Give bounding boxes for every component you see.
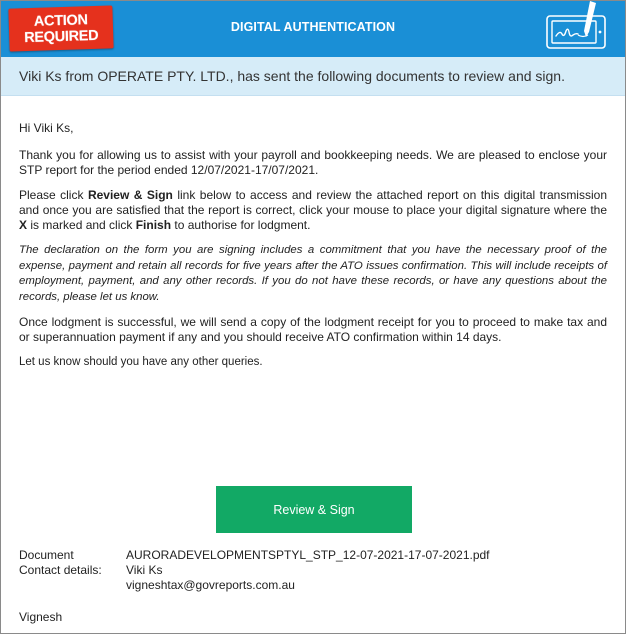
greeting: Hi Viki Ks,	[19, 121, 74, 135]
document-row	[19, 548, 490, 563]
review-and-sign-button[interactable]: Review & Sign	[216, 486, 412, 533]
contact-row	[19, 563, 490, 578]
document-details	[19, 548, 490, 593]
digital-signature-tablet-icon	[542, 1, 622, 53]
contact-email: vigneshtax@govreports.com.au	[126, 578, 295, 592]
intro-paragraph: Thank you for allowing us to assist with your payroll and bookkeeping needs. We are pleased to enclose your STP report for the period ended 12/07/2021-17/07/2021.	[19, 148, 607, 177]
instr-bold-review-sign: Review & Sign	[87, 188, 173, 202]
queries-paragraph: Let us know should you have any other queries.	[19, 356, 263, 368]
instr-text-2: link below to access and review the attached report on this digital transmission and once you are satisfied that the report is correct, click your mouse to place your digital signature where the	[19, 188, 607, 217]
instr-bold-finish: Finish	[135, 218, 172, 232]
declaration-paragraph: The declaration on the form you are signing includes a commitment that you have the necessary proof of the expense, payment and retain all records for five years after the ATO issues confirmation. This will include receipts of employment, payment, and any other records. If you do not have these records, or have any questions about the records, please let us know.	[19, 244, 607, 303]
instr-text-1: Please click	[19, 188, 88, 202]
header-bar	[1, 1, 625, 57]
instr-bold-x: X	[19, 218, 28, 232]
document-label: Document	[19, 548, 74, 562]
instr-text-4: to authorise for lodgment.	[171, 218, 311, 232]
header-title: DIGITAL AUTHENTICATION	[230, 20, 396, 34]
contact-name: Viki Ks	[126, 563, 163, 577]
action-required-badge: ACTION REQUIRED	[8, 5, 113, 51]
banner-text: Viki Ks from OPERATE PTY. LTD., has sent the following documents to review and sign.	[19, 68, 565, 84]
lodgment-paragraph: Once lodgment is successful, we will send a copy of the lodgment receipt for you to proceed to make tax and or superannuation payment if any and you should receive ATO confirmation within 14 days.	[19, 315, 607, 344]
signoff-name: Vignesh	[19, 610, 63, 624]
email-body	[19, 121, 607, 380]
email-row	[19, 578, 490, 593]
document-filename: AURORADEVELOPMENTSPTYL_STP_12-07-2021-17-07-2021.pdf	[126, 548, 490, 562]
contact-label: Contact details:	[19, 563, 102, 577]
instr-text-3: is marked and click	[27, 218, 136, 232]
instructions-paragraph	[19, 188, 607, 233]
sender-banner	[1, 57, 625, 96]
